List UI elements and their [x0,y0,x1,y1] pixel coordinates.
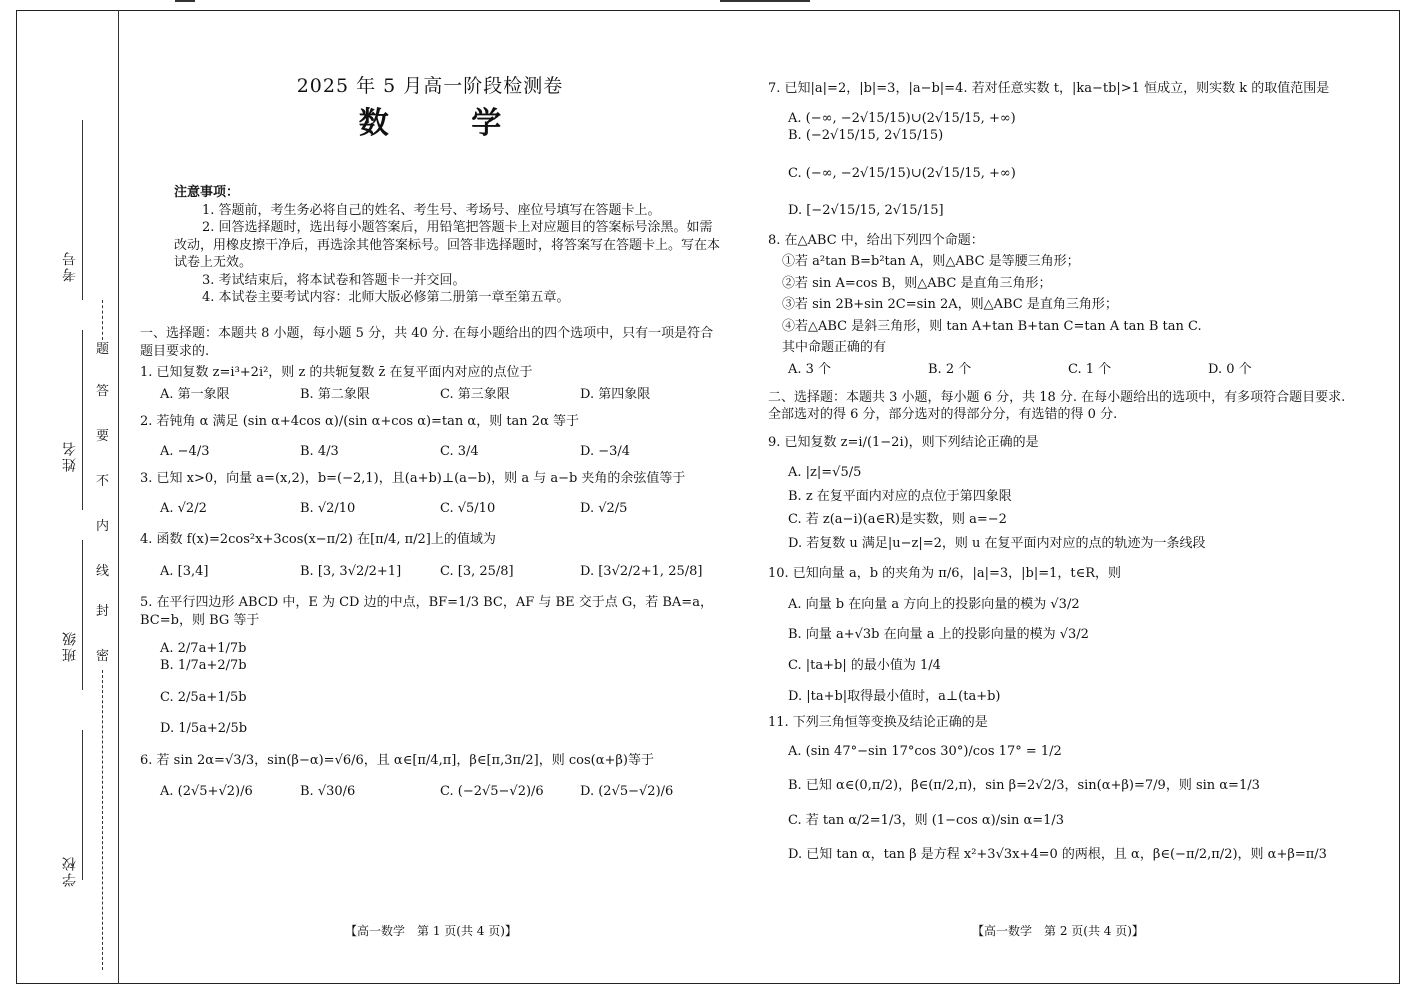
option: D. 1/5a+2/5b [160,721,248,737]
field-line [82,330,83,510]
field-line [82,730,83,880]
option: B. 2 个 [928,362,972,378]
option: B. z 在复平面内对应的点位于第四象限 [788,488,1012,504]
option: A. |z|=√5/5 [788,465,862,481]
option: B. 第二象限 [300,386,370,402]
option: D. 若复数 u 满足|u−z|=2，则 u 在复平面内对应的点的轨迹为一条线段 [788,535,1206,551]
option: D. 0 个 [1208,362,1252,378]
option: C. 若 z(a−i)(a∈R)是实数，则 a=−2 [788,512,1007,528]
question-2: 2. 若钝角 α 满足 (sin α+4cos α)/(sin α+cos α)=tan α，则 tan 2α 等于 [140,414,579,430]
option: A. [3,4] [160,563,209,579]
notice-item: 3. 考试结束后，将本试卷和答题卡一并交回。 [202,272,466,288]
option: B. 向量 a+√3b 在向量 a 上的投影向量的模为 √3/2 [788,627,1089,643]
field-label-name: 姓名 [62,440,78,472]
proposition: ②若 sin A=cos B，则△ABC 是直角三角形； [782,275,1052,291]
option: D. 已知 tan α，tan β 是方程 x²+3√3x+4=0 的两根，且 α，β∈(−π/2,π/2)，则 α+β=π/3 [788,847,1327,863]
seal-char: 密 [96,649,110,664]
binding-line [118,10,119,984]
notice-heading: 注意事项： [174,185,240,201]
option: C. 1 个 [1068,362,1112,378]
seal-char: 不 [96,474,110,489]
seal-char: 题 [96,342,110,357]
option: A. (−∞, −2√15/15)∪(2√15/15, +∞) [788,110,1016,126]
option: A. (2√5+√2)/6 [160,784,253,800]
notice [140,184,720,307]
binding-sidebar [0,0,125,988]
top-mark [720,0,810,2]
question-10: 10. 已知向量 a，b 的夹角为 π/6，|a|=3，|b|=1，t∈R，则 [768,566,1122,582]
seal-char: 答 [96,384,110,399]
option: A. −4/3 [160,443,210,459]
options [160,386,720,404]
option: B. √2/10 [300,500,356,516]
question-9: 9. 已知复数 z=i/(1−2i)，则下列结论正确的是 [768,434,1039,450]
question-4: 4. 函数 f(x)=2cos²x+3cos(x−π/2) 在[π/4, π/2]上的值域为 [140,532,496,548]
option: A. (sin 47°−sin 17°cos 30°)/cos 17° = 1/2 [788,743,1062,759]
question-11: 11. 下列三角恒等变换及结论正确的是 [768,715,988,731]
option: A. 向量 b 在向量 a 方向上的投影向量的模为 √3/2 [788,596,1080,612]
question-8-ask: 其中命题正确的有 [782,340,887,356]
option: A. √2/2 [160,500,207,516]
exam-subject: 数 学 [358,105,538,141]
option: B. 已知 α∈(0,π/2)，β∈(π/2,π)，sin β=2√2/3，sin(α+β)=7/9，则 sin α=1/3 [788,778,1260,794]
seal-char: 线 [96,564,110,579]
option: D. −3/4 [580,443,631,459]
notice-item: 4. 本试卷主要考试内容：北师大版必修第二册第一章至第五章。 [202,290,570,306]
option: C. 第三象限 [440,386,510,402]
field-label-exam-no: 考号 [62,250,78,282]
option: C. 若 tan α/2=1/3，则 (1−cos α)/sin α=1/3 [788,812,1065,828]
notice-item: 2. 回答选择题时，选出每小题答案后，用铅笔把答题卡上对应题目的答案标号涂黑。如需改动，用橡皮擦干净后，再选涂其他答案标号。回答非选择题时，将答案写在答题卡上。写在本试卷上无效。 [174,220,721,271]
option: B. √30/6 [300,784,356,800]
options [160,563,720,581]
proposition: ③若 sin 2B+sin 2C=sin 2A，则△ABC 是直角三角形； [782,297,1118,313]
options [160,443,720,461]
question-1: 1. 已知复数 z=i³+2i²，则 z 的共轭复数 z̄ 在复平面内对应的点位于 [140,365,533,381]
options [788,593,1348,708]
option: D. [−2√15/15, 2√15/15] [788,203,944,219]
seal-char: 封 [96,604,110,619]
field-label-school: 学校 [62,855,78,887]
seal-char: 要 [96,429,110,444]
option: A. 2/7a+1/7b [160,640,247,656]
options [788,361,1348,379]
options [160,500,720,518]
field-line [82,120,83,300]
option: C. [3, 25/8] [440,563,514,579]
option: A. 3 个 [788,362,832,378]
option: C. 2/5a+1/5b [160,689,247,705]
options [160,640,720,738]
option: C. (−2√5−√2)/6 [440,784,544,800]
option: B. [3, 3√2/2+1] [300,563,402,579]
notice-item: 1. 答题前，考生务必将自己的姓名、考生号、考场号、座位号填写在答题卡上。 [202,202,661,218]
section-heading: 二、选择题：本题共 3 小题，每小题 6 分，共 18 分. 在每小题给出的选项中，有多项符合题目要求. 全部选对的得 6 分，部分选对的得部分分，有选错的得 0 分. [768,389,1346,423]
option: A. 第一象限 [160,386,230,402]
option: C. √5/10 [440,500,496,516]
question-5: 5. 在平行四边形 ABCD 中，E 为 CD 边的中点，BF=1/3 BC，AF 与 BE 交于点 G，若 BA=a，BC=b，则 BG 等于 [140,595,713,628]
exam-title: 2025 年 5 月高一阶段检测卷 [296,75,564,97]
option: B. 4/3 [300,443,339,459]
option: D. (2√5−√2)/6 [580,784,674,800]
option: D. [3√2/2+1, 25/8] [580,563,703,579]
option: D. |ta+b|取得最小值时，a⊥(ta+b) [788,688,1001,704]
options [788,461,1348,555]
options [788,110,1348,220]
question-3: 3. 已知 x>0，向量 a=(x,2)，b=(−2,1)，且(a+b)⊥(a−b)，则 a 与 a−b 夹角的余弦值等于 [140,471,686,487]
option: B. (−2√15/15, 2√15/15) [788,128,944,144]
field-label-class: 班级 [62,630,78,662]
page-footer: 【高一数学 第 2 页(共 4 页)】 [972,924,1144,938]
options [788,740,1348,867]
question-7: 7. 已知|a|=2，|b|=3，|a−b|=4. 若对任意实数 t，|ka−tb|>1 恒成立，则实数 k 的取值范围是 [768,81,1330,96]
top-mark [175,0,195,2]
page-2 [768,76,1348,873]
option: C. 3/4 [440,443,479,459]
option: D. 第四象限 [580,386,651,402]
seal-dash [102,670,103,970]
proposition: ①若 a²tan B=b²tan A，则△ABC 是等腰三角形； [782,254,1080,270]
question-8: 8. 在△ABC 中，给出下列四个命题： [768,232,984,248]
question-6: 6. 若 sin 2α=√3/3，sin(β−α)=√6/6，且 α∈[π/4,π]，β∈[π,3π/2]，则 cos(α+β)等于 [140,752,654,768]
option: C. (−∞, −2√15/15)∪(2√15/15, +∞) [788,165,1016,181]
seal-char: 内 [96,519,110,534]
option: D. √2/5 [580,500,628,516]
option: C. |ta+b| 的最小值为 1/4 [788,658,941,674]
page-footer: 【高一数学 第 1 页(共 4 页)】 [345,924,517,938]
proposition: ④若△ABC 是斜三角形，则 tan A+tan B+tan C=tan A tan B tan C. [782,318,1202,334]
seal-dash [102,300,103,340]
section-heading: 一、选择题：本题共 8 小题，每小题 5 分，共 40 分. 在每小题给出的四个选项中，只有一项是符合题目要求的. [140,325,714,359]
field-line [82,540,83,690]
option: B. 1/7a+2/7b [160,658,247,674]
page-1 [140,70,720,807]
options [160,783,720,801]
